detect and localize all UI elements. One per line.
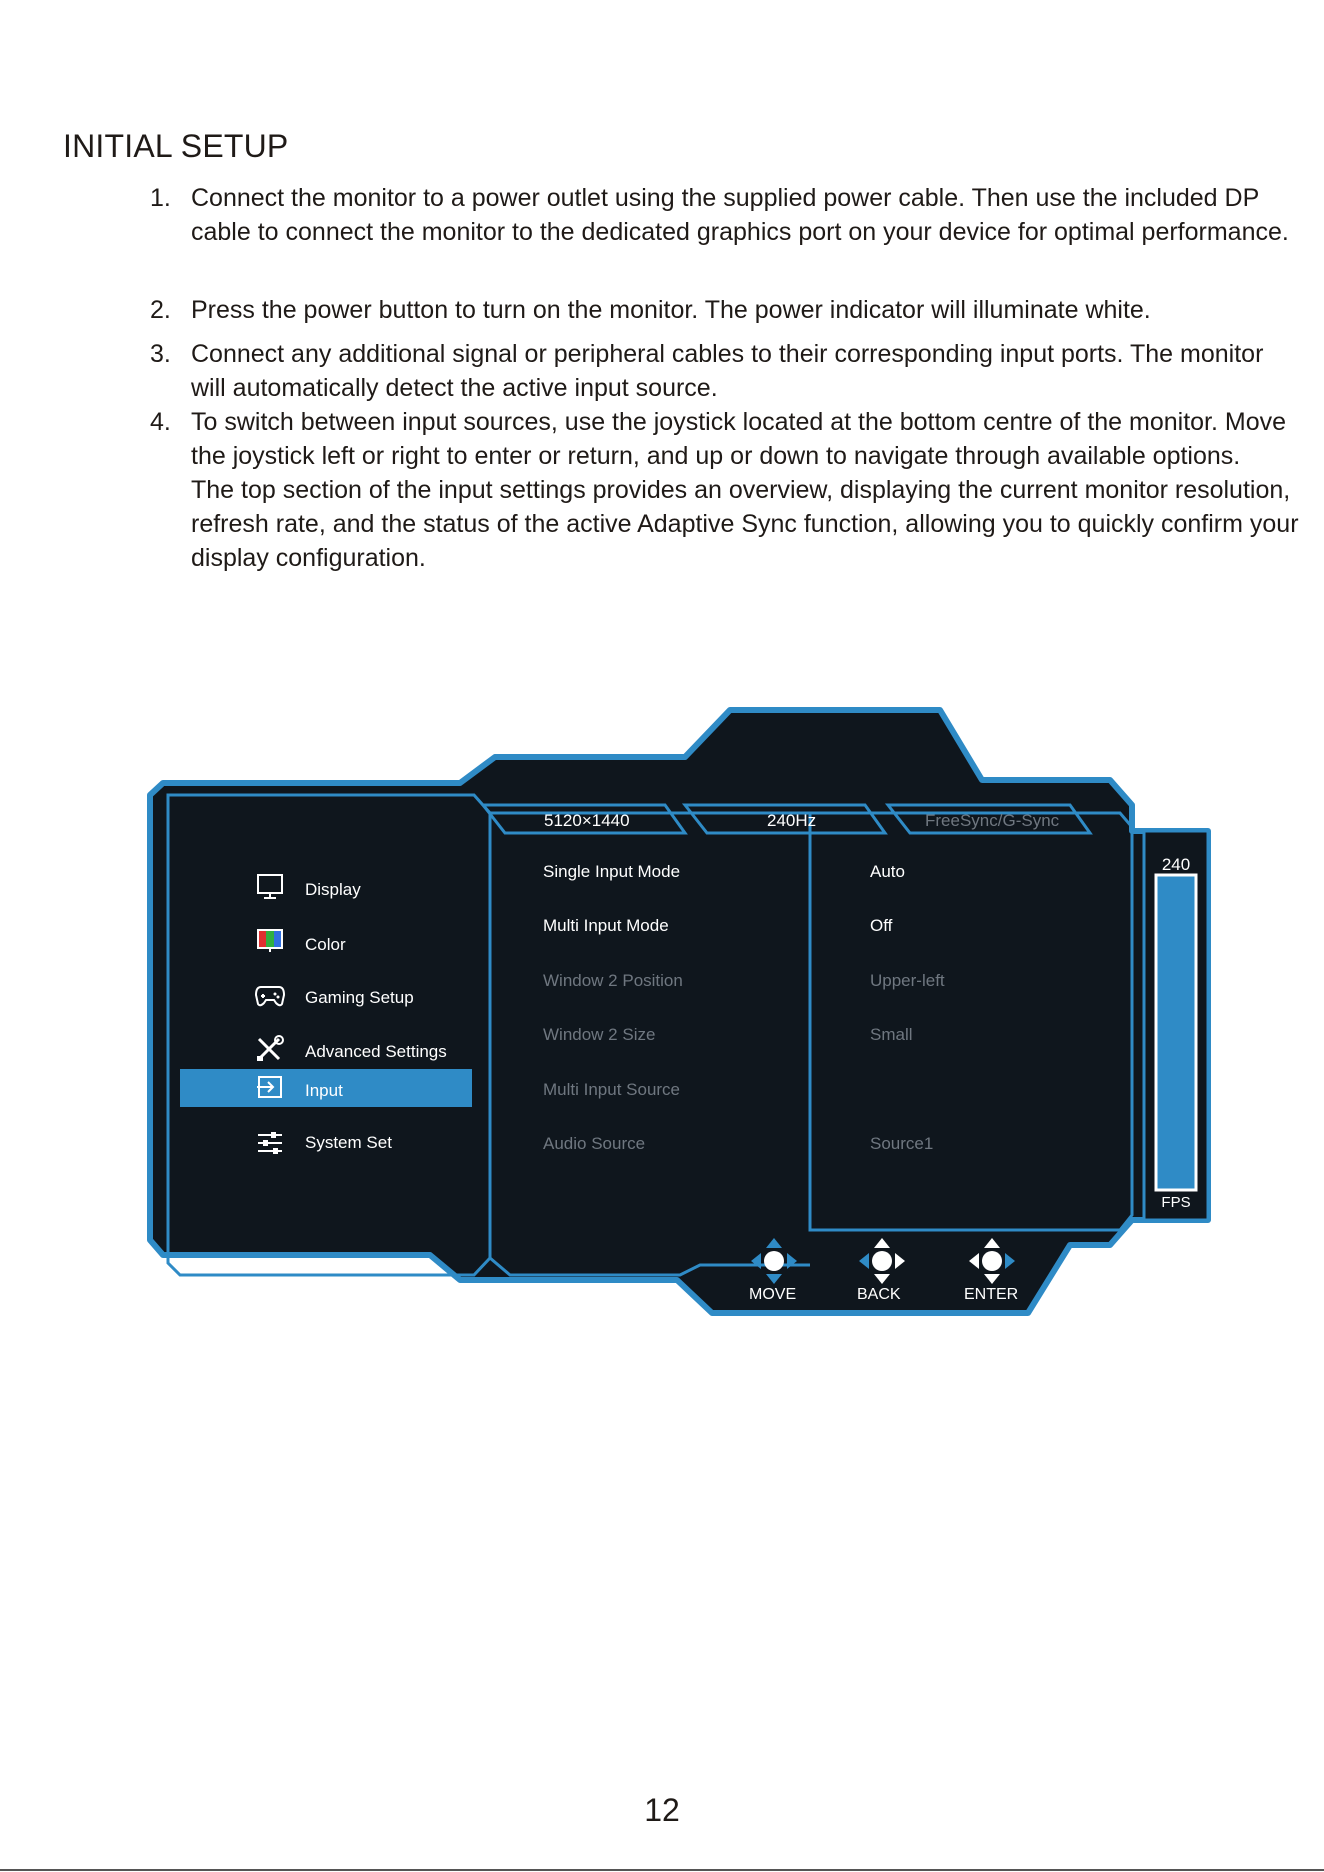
- option-value-window-2-position: Upper-left: [870, 971, 945, 990]
- fps-unit: FPS: [1161, 1194, 1191, 1211]
- move-label: MOVE: [749, 1286, 797, 1303]
- menu-label-display: Display: [305, 880, 361, 899]
- enter-label: ENTER: [964, 1286, 1019, 1303]
- page-number: 12: [644, 1792, 680, 1828]
- bottom-rule: [0, 1869, 1324, 1871]
- step-number: 1.: [150, 184, 171, 212]
- step-text: Connect any additional signal or peripheral cables to their corresponding input ports. The monitor will automatically detect the active input source.: [191, 340, 1264, 402]
- step-3: [150, 337, 1300, 405]
- menu-label-gaming-setup: Gaming Setup: [305, 988, 414, 1007]
- page-title: INITIAL SETUP: [63, 128, 289, 164]
- color-bars-icon: [255, 927, 285, 955]
- step-1: [150, 181, 1300, 249]
- wrench-screwdriver-icon: [255, 1035, 285, 1063]
- option-value-audio-source: Source1: [870, 1134, 934, 1153]
- gamepad-icon: [255, 981, 285, 1009]
- step-4: [150, 405, 1300, 575]
- input-icon: [255, 1074, 285, 1102]
- option-label-window-2-position: Window 2 Position: [543, 971, 683, 990]
- step-number: 3.: [150, 340, 171, 368]
- back-label: BACK: [857, 1286, 901, 1303]
- osd-menu-illustration: [110, 695, 1230, 1395]
- step-text: Press the power button to turn on the monitor. The power indicator will illuminate white.: [191, 296, 1151, 324]
- sync-label: FreeSync/G-Sync: [925, 811, 1060, 830]
- menu-label-color: Color: [305, 935, 346, 954]
- fps-value: 240: [1161, 855, 1191, 874]
- step-number: 2.: [150, 296, 171, 324]
- refresh-rate-label: 240Hz: [767, 811, 817, 830]
- option-label-window-2-size: Window 2 Size: [543, 1025, 656, 1044]
- monitor-icon: [255, 873, 285, 901]
- resolution-label: 5120×1440: [544, 811, 630, 830]
- step-number: 4.: [150, 408, 171, 436]
- step-text: To switch between input sources, use the joystick located at the bottom centre of the monitor. Move the joystick left or right to enter or return, and up or down to navigate through available options.: [191, 408, 1287, 470]
- step-2: [150, 293, 1300, 327]
- sliders-icon: [255, 1129, 285, 1157]
- option-label-audio-source: Audio Source: [543, 1134, 646, 1153]
- menu-label-advanced-settings: Advanced Settings: [305, 1042, 447, 1061]
- option-label-multi-input-mode[interactable]: Multi Input Mode: [543, 916, 669, 935]
- menu-label-system-set: System Set: [305, 1133, 392, 1152]
- step-text: Connect the monitor to a power outlet using the supplied power cable. Then use the included DP cable to connect the monitor to the dedicated graphics port on your device for optimal performance.: [191, 184, 1289, 246]
- step-text-continued: The top section of the input settings provides an overview, displaying the current monitor resolution, refresh rate, and the status of the active Adaptive Sync function, allowing you to quickly confirm your display configuration.: [191, 476, 1299, 572]
- option-value-single-input-mode: Auto: [870, 862, 905, 881]
- option-label-single-input-mode[interactable]: Single Input Mode: [543, 862, 681, 881]
- step-text-block: [191, 405, 1300, 575]
- option-value-window-2-size: Small: [870, 1025, 913, 1044]
- menu-label-input: Input: [305, 1081, 343, 1100]
- option-label-multi-input-source: Multi Input Source: [543, 1080, 681, 1099]
- option-value-multi-input-mode: Off: [870, 916, 893, 935]
